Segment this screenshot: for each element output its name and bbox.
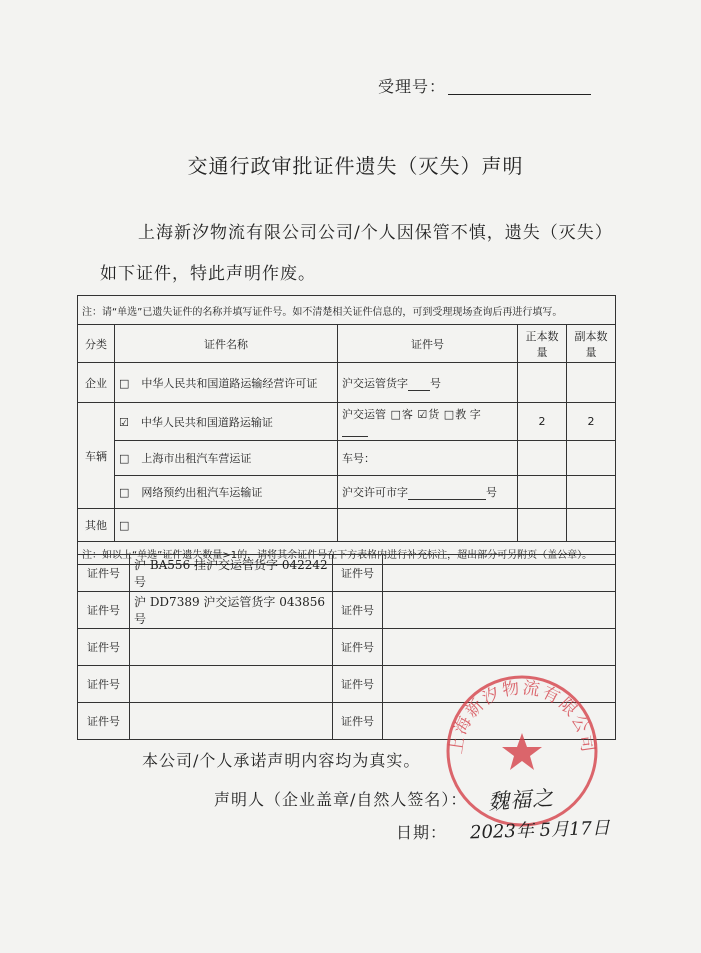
ride-hailing-number-cell: [338, 476, 518, 509]
enterprise-number-prefix: 沪交运管货字: [342, 376, 408, 390]
teach-checkbox[interactable]: □: [443, 407, 455, 421]
supplement-value-left[interactable]: [130, 703, 333, 740]
supplement-value-right[interactable]: [383, 555, 616, 592]
supplement-value-left[interactable]: 沪 BA556 挂沪交运管货字 042242 号: [130, 555, 333, 592]
road-transport-cert-checkbox[interactable]: ☑: [119, 415, 129, 429]
vehicle-row1-cell: [115, 403, 338, 441]
cargo-checkbox[interactable]: ☑: [417, 407, 428, 421]
other-checkbox[interactable]: □: [119, 518, 130, 532]
document-title: 交通行政审批证件遗失（灭失）声明: [187, 154, 524, 178]
enterprise-license-cell: [115, 363, 338, 403]
enterprise-license-checkbox[interactable]: □: [119, 376, 130, 390]
ride-hailing-suffix: 号: [486, 486, 497, 499]
taxi-number-label: 车号：: [342, 452, 375, 465]
date-label: 日期：: [396, 823, 448, 842]
table-row: [78, 629, 616, 666]
road-transport-original-count[interactable]: 2: [518, 403, 567, 441]
signature: 魏福之: [487, 785, 555, 815]
enterprise-number-cell: [338, 363, 518, 403]
table-note-bottom: 注：如以上“单选”证件遗失数量>1的，请将其余证件号在下方表格内进行补充标注，超出部分可另附页（盖公章）。: [78, 542, 616, 565]
acceptance-number-field[interactable]: [448, 94, 591, 95]
enterprise-license-name: 中华人民共和国道路运输经营许可证: [141, 376, 318, 390]
acceptance-number-label: 受理号：: [378, 77, 447, 96]
ride-hailing-prefix: 沪交许可市字: [342, 486, 408, 499]
road-transport-number-blank[interactable]: [342, 436, 368, 437]
taxi-number-cell: [338, 441, 518, 476]
enterprise-number-blank[interactable]: [408, 390, 430, 391]
ride-hailing-cert-checkbox[interactable]: □: [119, 486, 130, 499]
vehicle-row3-cell: [115, 476, 338, 509]
supplement-value-left[interactable]: [130, 629, 333, 666]
category-enterprise: 企业: [78, 363, 115, 403]
ride-hailing-number-blank[interactable]: [408, 499, 486, 500]
header-number: 证件号: [338, 325, 518, 363]
category-other: 其他: [78, 509, 115, 542]
seal-star-icon: [502, 733, 542, 770]
other-cell: [115, 509, 338, 542]
ride-hailing-copy-count[interactable]: [567, 476, 616, 509]
signer-label: 声明人（企业盖章/自然人签名）：: [214, 790, 468, 809]
passenger-checkbox[interactable]: □: [390, 407, 401, 421]
header-name: 证件名称: [115, 325, 338, 363]
supplement-label-right: 证件号: [333, 666, 383, 703]
table-note-top: 注：请“单选”已遗失证件的名称并填写证件号。如不清楚相关证件信息的，可到受理现场查询后再进行填写。: [78, 296, 616, 325]
table-row: [78, 555, 616, 592]
table-row: [78, 592, 616, 629]
supplement-label-left: 证件号: [78, 555, 130, 592]
supplement-label-left: 证件号: [78, 703, 130, 740]
supplement-label-left: 证件号: [78, 666, 130, 703]
supplement-value-left[interactable]: 沪 DD7389 沪交运管货字 043856 号: [130, 592, 333, 629]
seal-text: 上海新汐物流有限公司: [446, 678, 598, 756]
supplement-label-left: 证件号: [78, 629, 130, 666]
header-category: 分类: [78, 325, 115, 363]
table-row: [78, 363, 616, 403]
ride-hailing-original-count[interactable]: [518, 476, 567, 509]
table-row: [78, 403, 616, 441]
header-copy-count: 副本数量: [567, 325, 616, 363]
header-original-count: 正本数量: [518, 325, 567, 363]
supplement-value-right[interactable]: [383, 629, 616, 666]
supplement-label-right: 证件号: [333, 703, 383, 740]
passenger-label: 客: [401, 407, 413, 421]
enterprise-number-suffix: 号: [430, 376, 441, 390]
vehicle-row1-number-cell: [338, 403, 518, 441]
road-transport-prefix: 沪交运管: [342, 407, 386, 421]
teach-label: 教: [455, 407, 467, 421]
supplement-label-left: 证件号: [78, 592, 130, 629]
commitment-statement: 本公司/个人承诺声明内容均为真实。: [142, 751, 421, 770]
enterprise-copy-count[interactable]: [567, 363, 616, 403]
category-vehicle: 车辆: [78, 403, 115, 509]
taxi-permit-checkbox[interactable]: □: [119, 452, 130, 465]
taxi-original-count[interactable]: [518, 441, 567, 476]
road-transport-copy-count[interactable]: 2: [567, 403, 616, 441]
supplement-label-right: 证件号: [333, 592, 383, 629]
supplement-value-left[interactable]: [130, 666, 333, 703]
statement-line-1: 上海新汐物流有限公司公司/个人因保管不慎，遗失（灭失）: [138, 223, 613, 243]
table-row: [78, 509, 616, 542]
road-transport-suffix: 字: [469, 407, 481, 421]
vehicle-row2-cell: [115, 441, 338, 476]
other-copy-count[interactable]: [567, 509, 616, 542]
supplement-value-right[interactable]: [383, 592, 616, 629]
table-row: [78, 441, 616, 476]
road-transport-cert-name: 中华人民共和国道路运输证: [140, 415, 273, 429]
table-row: [78, 476, 616, 509]
supplement-label-right: 证件号: [333, 629, 383, 666]
supplement-label-right: 证件号: [333, 555, 383, 592]
enterprise-original-count[interactable]: [518, 363, 567, 403]
taxi-copy-count[interactable]: [567, 441, 616, 476]
cargo-label: 货: [428, 407, 440, 421]
taxi-permit-name: 上海市出租汽车营运证: [141, 452, 252, 465]
other-original-count[interactable]: [518, 509, 567, 542]
date-value: 2023年 5月17日: [469, 817, 611, 844]
other-number[interactable]: [338, 509, 518, 542]
certificate-table: [77, 295, 616, 565]
ride-hailing-cert-name: 网络预约出租汽车运输证: [141, 486, 263, 499]
statement-line-2: 如下证件，特此声明作废。: [100, 264, 316, 284]
